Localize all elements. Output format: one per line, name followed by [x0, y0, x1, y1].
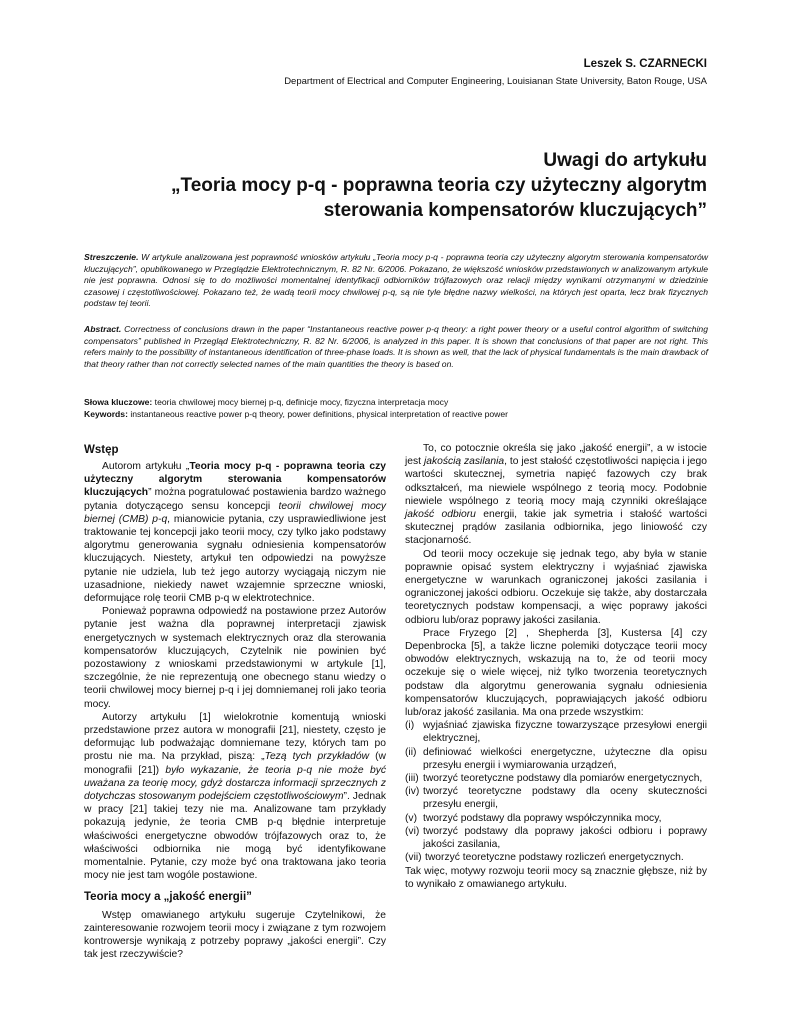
p3-part-c: (w monografii [21]): [84, 751, 386, 776]
section-heading-intro: Wstęp: [84, 444, 119, 456]
abstract-block: [84, 324, 708, 370]
list-item-text: definiować wielkości energetyczne, użyteczne dla opisu przesyłu energii i wymiarowania urządzeń,: [423, 746, 707, 771]
list-item: [405, 785, 707, 811]
paragraph-6: Od teorii mocy oczekuje się jednak tego, aby była w stanie poprawnie opisać system elektryczny i wyjaśniać zjawiska energetyczne w warunkach ograniczonej jakości zasilania i ograniczonej jakości odbioru. Oczekuje się także, aby dostarczała teoretycznych podstaw kompensacji, a więc poprawy jakości odbioru lub/oraz poprawy jakości zasilania.: [405, 548, 707, 626]
abstract-text: Correctness of conclusions drawn in the paper “Instantaneous reactive power p-q theory: a right power theory or a useful control algorithm of switching compensators” published in Przegląd Elektrotechniczny, R. 82 Nr. 6/2006, is analyzed in this paper. It is shown that conclusions of that paper are not right. This refers mainly to the possibility of instantaneous identification of three-phase loads. It is shown as well, that the lack of physical fundamentals is the main drawback of that theory rather than not correctly selected names of the main quantities the theory is based on.: [84, 324, 708, 369]
section-heading-power-quality: Teoria mocy a „jakość energii”: [84, 890, 252, 903]
title-line-2: „Teoria mocy p-q - poprawna teoria czy użyteczny algorytm: [171, 175, 707, 196]
list-item-number: (vii): [405, 852, 422, 864]
list-item-text: tworzyć teoretyczne podstawy dla oceny skuteczności przesyłu energii,: [423, 786, 707, 811]
paragraph-2: Ponieważ poprawna odpowiedź na postawione przez Autorów pytanie jest ważna dla poprawnej interpretacji zjawisk energetycznych w systemach elektrycznych oraz dla sterowania kompensatorów kluczujących, Czytelnik nie powinien być pozostawiony z wnioskami przedstawionymi w artykule [1], szczególnie, że nie reprezentują one obecnego stanu wiedzy o teorii chwilowej mocy biernej p-q i jej domniemanej roli jako teoria mocy.: [84, 606, 386, 710]
abstract-label: Abstract.: [84, 324, 122, 334]
column-left: [84, 442, 386, 961]
list-item-text: tworzyć podstawy dla poprawy jakości odbioru i poprawy jakości zasilania,: [423, 825, 707, 851]
streszczenie-text: W artykule analizowana jest poprawność wniosków artykułu „Teoria mocy p-q - poprawna teoria czy użyteczny algorytm sterowania kompensatorów kluczujących”, opublikowanego w Przeglądzie Elektrotechnicznym, R. 82 Nr. 6/2006. Pokazano, że większość wniosków przedstawionych w analizowanym artykule nie jest poprawna. Odnosi się to do możliwości momentalnej identyfikacji odbiorników trójfazowych oraz relacji między wynikami otrzymanymi w dziedzinie czasowej i częstotliwościowej. Pokazano też, że wadą teorii mocy chwilowej p-q, są nie tyle błędne nazwy wielkości, na których jest oparta, lecz brak fizycznych podstaw tej teorii.: [84, 252, 708, 309]
keywords-en-label: Keywords:: [84, 409, 128, 419]
p3-italic-b: Tezą tych przykładów: [264, 751, 370, 763]
p3-italic-d: było wykazanie, że teoria p-q nie może być uważana za teorię mocy, gdyż dostarcza informacji sprzecznych z dotychczas stosowanym podejściem częstotliwościowym: [84, 764, 386, 803]
paragraph-3: [84, 711, 386, 883]
list-item-number: (iv): [405, 786, 420, 798]
list-item: [405, 719, 707, 745]
list-item: [405, 812, 707, 825]
paragraph-7: Prace Fryzego [2] , Shepherda [3], Kustersa [4] czy Depenbrocka [5], a także liczne polemiki dotyczące teorii mocy obwodów elektrycznych, wskazują na to, że od teorii mocy oczekuje się o wiele więcej, niż tylko tworzenia teoretycznych podstaw dla algorytmu generowania sygnału odniesienia kompensatorów kluczujących, poprawiających jakość odbioru lub/oraz jakość zasilania. Ma ona przede wszystkim:: [405, 627, 707, 719]
list-item-text: tworzyć podstawy dla poprawy współczynnika mocy,: [423, 812, 662, 824]
streszczenie-label: Streszczenie.: [84, 252, 139, 262]
keywords-pl: [84, 397, 708, 409]
author-affiliation: Department of Electrical and Computer Engineering, Louisianan State University, Baton Rouge, USA: [284, 76, 707, 87]
author-name: Leszek S. CZARNECKI: [583, 58, 707, 70]
streszczenie-block: [84, 252, 708, 310]
keywords-en-text: instantaneous reactive power p-q theory, power definitions, physical interpretation of reactive power: [127, 409, 509, 419]
list-item: [405, 746, 707, 772]
paragraph-8: Tak więc, motywy rozwoju teorii mocy są znacznie głębsze, niż by to wynikało z omawianego artykułu.: [405, 865, 707, 890]
paragraph-5: [405, 442, 707, 548]
column-right: [405, 442, 707, 891]
p1-part-a: Autorom artykułu „: [102, 461, 190, 472]
requirements-list: [405, 719, 707, 864]
list-item-number: (ii): [405, 746, 417, 758]
paper-title: [67, 148, 707, 223]
p5-italic-d: jakość odbioru: [405, 509, 476, 521]
list-item-number: (i): [405, 720, 415, 732]
p1-part-c: ” można pogratulować postawienia bardzo ważnego pytania dotyczącego sensu koncepcji: [84, 487, 386, 512]
list-item-number: (v): [405, 812, 418, 824]
keywords-pl-text: teoria chwilowej mocy biernej p-q, definicje mocy, fizyczna interpretacja mocy: [152, 397, 449, 407]
list-item-text: wyjaśniać zjawiska fizyczne towarzyszące przesyłowi energii elektrycznej,: [423, 720, 707, 745]
p5-part-c: , to jest stałość częstotliwości napięcia i jego wartości skutecznej, symetria napięć fazowych czy brak odkształceń, ma niewiele wspólnego z teorią mocy. Podobnie niewiele wspólnego z teorią mocy mają czynniki określające: [405, 456, 707, 507]
keywords-en: [84, 409, 708, 421]
p1-part-e: , mianowicie pytania, czy usprawiedliwione jest traktowanie tej koncepcji jako teorii mocy, czy tylko jako podstawy algorytmu generowania sygnału odniesienia kompensatorów kluczujących. Niestety, artykuł ten odpowiedzi na powyższe pytanie nie udziela, lub też jego autorzy wyciągają niczym nie uzasadnione, niekiedy nawet wzajemnie sprzeczne wnioski, deformujące rolę teorii CMB p-q w elektrotechnice.: [84, 513, 386, 605]
paragraph-4: Wstęp omawianego artykułu sugeruje Czytelnikowi, że zainteresowanie rozwojem teorii mocy i związane z tym rozwojem kontrowersje wynikają z potrzeby poprawy „jakości energii”. Czy tak jest rzeczywiście?: [84, 909, 386, 961]
p5-italic-b: jakością zasilania: [423, 456, 505, 468]
title-line-1: Uwagi do artykułu: [543, 150, 707, 171]
list-item: [405, 772, 707, 785]
p3-part-e: ”. Jednak w pracy [21] takiej tezy nie ma. Analizowane tam przykłady pokazują jedynie, że teoria CMB p-q błędnie interpretuje właściwości energetyczne obwodów trójfazowych oraz to, że właściwości odbiornika nie mogą być identyfikowane momentalnie. Pytanie, czy może być ona traktowana jako teoria mocy nie jest tam wogóle postawione.: [84, 791, 387, 882]
p3-part-a: Autorzy artykułu [1] wielokrotnie komentują wnioski przedstawione przez autora w monografii [21], niestety, często je deformując lub podważając domniemane tezy, których tam po prostu nie ma. Na przykład, piszą: „: [84, 711, 386, 763]
list-item-number: (vi): [405, 825, 420, 837]
list-item: [405, 851, 707, 864]
list-item-text: tworzyć teoretyczne podstawy dla pomiarów energetycznych,: [423, 773, 703, 785]
paragraph-1: [84, 460, 386, 605]
p1-italic-term: teorii chwilowej mocy biernej (CMB) p-q: [84, 500, 386, 525]
list-item-number: (iii): [405, 773, 419, 785]
p5-part-a: To, co potocznie określa się jako „jakość energii”, a w istocie jest: [405, 443, 707, 468]
title-line-3: sterowania kompensatorów kluczujących”: [323, 200, 707, 221]
list-item-text: tworzyć teoretyczne podstawy rozliczeń energetycznych.: [425, 852, 684, 864]
list-item: [405, 825, 707, 851]
keywords-pl-label: Słowa kluczowe:: [84, 397, 153, 407]
p5-part-e: energii, takie jak symetria i stałość wartości skutecznej prądów zasilania odbiornika, jego liniowość czy stacjonarność.: [405, 509, 707, 547]
p1-cited-title: Teoria mocy p-q - poprawna teoria czy użyteczny algorytm sterowania kompensatorów kluczujących: [84, 461, 386, 499]
